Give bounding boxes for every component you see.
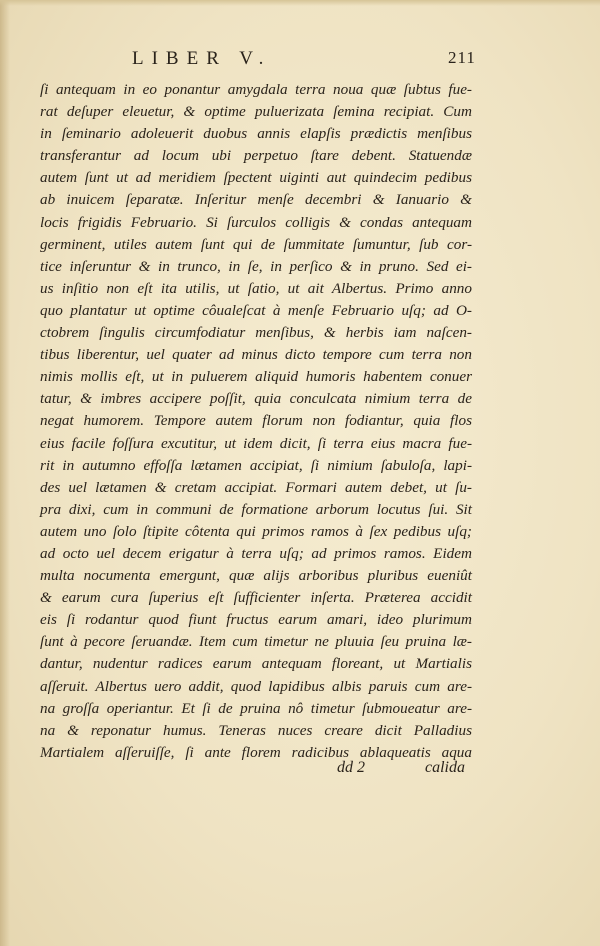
text-line: eis ſi rodantur quod fiunt fructus earum amari, ideo plurimum xyxy=(40,611,472,629)
text-line: des uel lætamen & cretam accipiat. Formari autem debet, ut ſu- xyxy=(40,478,472,496)
text-line: autem uno ſolo ſtipite côtenta qui primos ramos à ſex pedibus uſq; xyxy=(40,522,472,540)
text-line: multa nocumenta emergunt, quæ alijs arboribus pluribus eueniût xyxy=(40,567,472,585)
text-line: ctobrem ſingulis circumfodiatur menſibus, & herbis iam naſcen- xyxy=(40,324,472,342)
text-line: quo plantatur ut optime côualeſcat à menſe Februario uſq; ad O- xyxy=(40,301,472,319)
signature-mark: dd 2 xyxy=(337,759,365,776)
text-line: eius facile foſſura excutitur, ut idem dicit, ſi terra eius macra fue- xyxy=(40,434,472,452)
text-line: tatur, & imbres accipere poſſit, quia conculcata nimium terra de xyxy=(40,390,472,408)
text-line: ad octo uel decem erigatur à terra uſq; ad primos ramos. Eidem xyxy=(40,544,472,562)
text-line: ſunt à pecore ſeruandæ. Item cum timetur ne pluuia ſeu pruina læ- xyxy=(40,633,472,651)
text-line: us inſitio non eſt ita utilis, ut ſatio, ut ait Albertus. Primo anno xyxy=(40,279,472,297)
text-line: tice inſeruntur & in trunco, in ſe, in perſico & in pruno. Sed ei- xyxy=(40,257,472,275)
text-line: Martialem aſſeruiſſe, ſi ante florem radicibus ablaqueatis aqua xyxy=(40,743,472,761)
text-line: in ſeminario adoleuerit duobus annis elapſis prædictis menſibus xyxy=(40,125,472,143)
text-line: na groſſa operiantur. Et ſi de pruina nô timetur ſubmoueatur are- xyxy=(40,699,472,717)
text-line: tibus liberentur, uel quater ad minus dicto tempore cum terra non xyxy=(40,346,472,364)
page-top-shadow xyxy=(0,0,600,6)
text-line: rit in autumno effoſſa lætamen accipiat, ſi nimium ſabuloſa, lapi- xyxy=(40,456,472,474)
text-line: rat deſuper eleuetur, & optime puluerizata ſemina recipiat. Cum xyxy=(40,103,472,121)
text-line: locis frigidis Februario. Si ſurculos colligis & condas antequam xyxy=(40,213,472,231)
page-footer xyxy=(0,759,600,783)
catchword: calida xyxy=(425,759,465,776)
text-line: negat humorem. Tempore autem florum non fodiantur, quia flos xyxy=(40,412,472,430)
text-line: germinent, utiles autem ſunt qui de ſummitate ſumuntur, ſub cor- xyxy=(40,235,472,253)
text-line: transferantur ad locum ubi perpetuo ſtare debent. Statuendæ xyxy=(40,147,472,165)
text-line: aſſeruit. Albertus uero addit, quod lapidibus albis paruis cum are- xyxy=(40,677,472,695)
text-line: na & reponatur humus. Teneras nuces creare dicit Palladius xyxy=(40,721,472,739)
text-line: & earum cura ſuperius eſt ſufficienter inſerta. Præterea accidit xyxy=(40,589,472,607)
text-line: autem ſunt ut ad meridiem ſpectent uiginti aut quindecim pedibus xyxy=(40,169,472,187)
running-title: LIBER V. xyxy=(132,48,272,69)
page-gutter-shadow xyxy=(0,0,10,946)
main-text xyxy=(40,79,472,764)
text-line: pra dixi, cum in communi de formatione arborum locutus ſui. Sit xyxy=(40,500,472,518)
text-line: dantur, nudentur radices earum antequam floreant, ut Martialis xyxy=(40,655,472,673)
folio-number: 211 xyxy=(448,48,476,67)
text-line: ab inuicem ſeparatæ. Inſeritur menſe decembri & Ianuario & xyxy=(40,191,472,209)
text-line: nimis mollis eſt, ut in puluerem aliquid humoris habentem conuer xyxy=(40,368,472,386)
text-line: ſi antequam in eo ponantur amygdala terra noua quæ ſubtus fue- xyxy=(40,81,472,98)
page-header xyxy=(0,48,600,78)
